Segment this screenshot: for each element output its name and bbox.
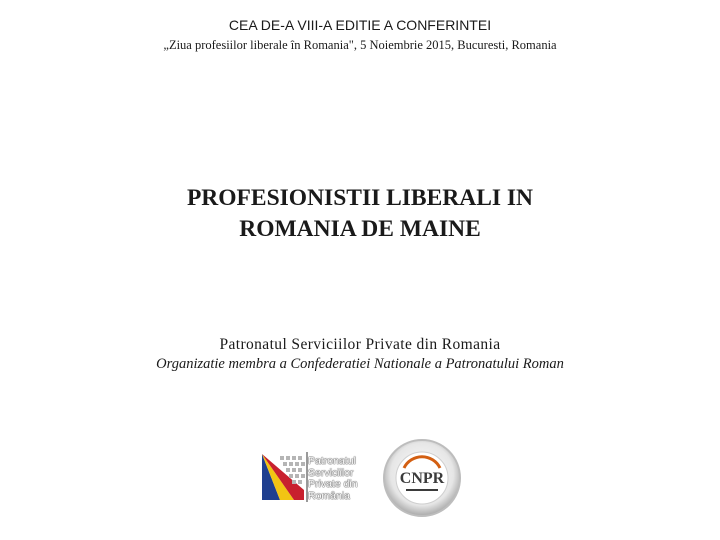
pspr-logo-line: Patronatul xyxy=(308,455,356,467)
pspr-logo-line: România xyxy=(308,489,351,502)
title-line-1: PROFESIONISTII LIBERALI IN xyxy=(186,185,534,211)
pspr-logo-text xyxy=(308,456,358,502)
cnpr-logo xyxy=(382,438,462,518)
cnpr-logo-icon xyxy=(382,438,462,518)
pspr-logo xyxy=(258,450,364,506)
pspr-logo-line: Serviciilor xyxy=(308,466,354,479)
svg-text:CNPR: CNPR xyxy=(399,470,445,487)
conference-edition-line: CEA DE-A VIII-A EDITIE A CONFERINTEI xyxy=(228,17,492,33)
pspr-logo-line: Private din xyxy=(308,478,358,490)
organization-description: Organizatie membra a Confederatiei Nationale a Patronatului Roman xyxy=(156,356,564,372)
organization-name: Patronatul Serviciilor Private din Romania xyxy=(219,336,501,353)
title-line-2: ROMANIA DE MAINE xyxy=(239,216,481,242)
presentation-title xyxy=(0,183,720,245)
conference-subtitle-line: „Ziua profesiilor liberale în Romania", 5 Noiembrie 2015, Bucuresti, Romania xyxy=(163,38,557,52)
